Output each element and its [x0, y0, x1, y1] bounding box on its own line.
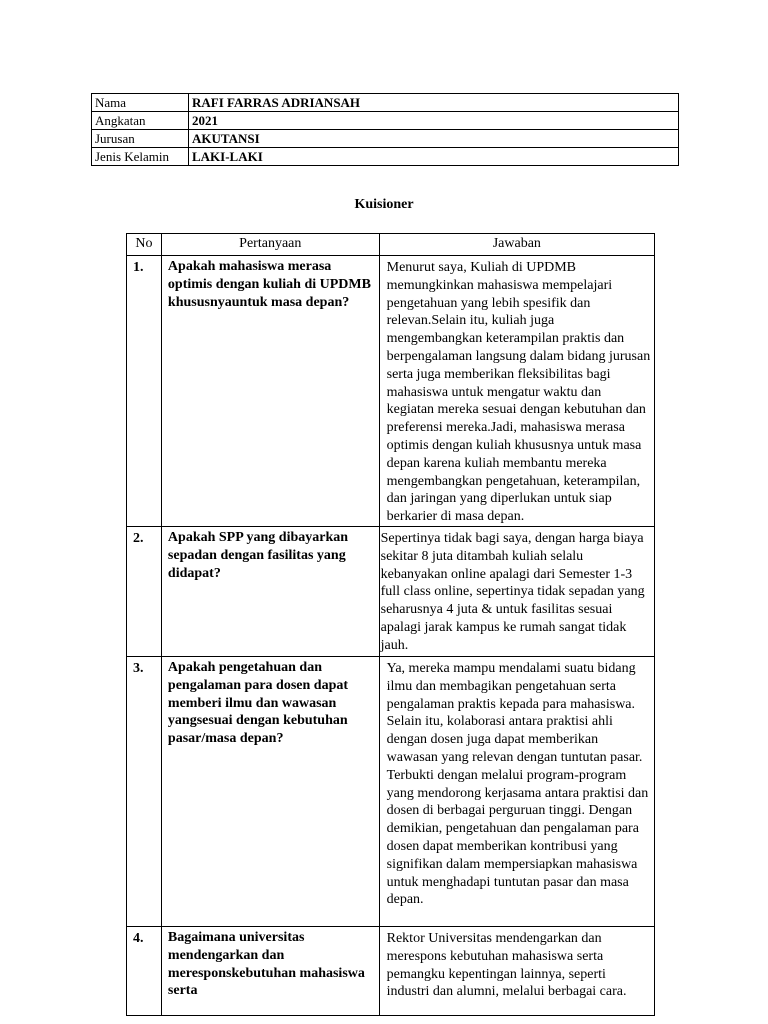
identity-row-angkatan: [92, 112, 679, 130]
identity-label: Nama: [92, 94, 189, 112]
row-number: 4.: [127, 926, 162, 1015]
identity-value: LAKI-LAKI: [189, 148, 679, 166]
identity-row-jenis-kelamin: [92, 148, 679, 166]
identity-table: [91, 93, 679, 166]
header-question: Pertanyaan: [161, 234, 379, 256]
table-row: [127, 256, 655, 527]
row-number: 3.: [127, 656, 162, 926]
questionnaire-table: [126, 233, 655, 1016]
row-answer: Menurut saya, Kuliah di UPDMB memungkinkan mahasiswa mempelajari pengetahuan yang lebih spesifik dan relevan.Selain itu, kuliah juga mengembangkan keterampilan praktis dan berpengalaman langsung dalam bidang jurusan serta juga memberikan fleksibilitas bagi mahasiswa untuk mengatur waktu dan kegiatan mereka sesuai dengan kebutuhan dan preferensi mereka.Jadi, mahasiswa merasa optimis dengan kuliah khususnya untuk masa depan karena kuliah membantu mereka mengembangkan pengetahuan, keterampilan, dan jaringan yang diperlukan untuk siap berkarier di masa depan.: [379, 256, 654, 527]
header-no: No: [127, 234, 162, 256]
row-answer: Rektor Universitas mendengarkan dan merespons kebutuhan mahasiswa serta pemangku kepentingan lainnya, seperti industri dan alumni, melalui berbagai cara.: [379, 926, 654, 1015]
identity-value: 2021: [189, 112, 679, 130]
row-question: Apakah pengetahuan dan pengalaman para dosen dapat memberi ilmu dan wawasan yangsesuai dengan kebutuhan pasar/masa depan?: [161, 656, 379, 926]
table-header: [127, 234, 655, 256]
row-question: Bagaimana universitas mendengarkan dan meresponskebutuhan mahasiswa serta: [161, 926, 379, 1015]
row-question: Apakah SPP yang dibayarkan sepadan dengan fasilitas yang didapat?: [161, 526, 379, 656]
identity-label: Jurusan: [92, 130, 189, 148]
row-number: 1.: [127, 256, 162, 527]
table-row: [127, 656, 655, 926]
identity-label: Angkatan: [92, 112, 189, 130]
identity-label: Jenis Kelamin: [92, 148, 189, 166]
table-row: [127, 526, 655, 656]
identity-row-nama: [92, 94, 679, 112]
identity-row-jurusan: [92, 130, 679, 148]
page-title: Kuisioner: [354, 197, 414, 212]
row-answer: Ya, mereka mampu mendalami suatu bidang ilmu dan membagikan pengetahuan serta pengalaman praktis kepada para mahasiswa. Selain itu, kolaborasi antara praktisi ahli dengan dosen juga dapat memberikan wawasan yang relevan dengan tuntutan pasar. Terbukti dengan melalui program-program yang mendorong kerjasama antara praktisi dan dosen di berbagai perguruan tinggi. Dengan demikian, pengetahuan dan pengalaman para dosen dapat memberikan kontribusi yang signifikan dalam mempersiapkan mahasiswa untuk menghadapi tuntutan pasar dan masa depan.: [379, 656, 654, 926]
identity-value: AKUTANSI: [189, 130, 679, 148]
row-number: 2.: [127, 526, 162, 656]
table-row: [127, 926, 655, 1015]
row-answer: Sepertinya tidak bagi saya, dengan harga biaya sekitar 8 juta ditambah kuliah selalu kebanyakan online apalagi dari Semester 1-3 full class online, sepertinya tidak sepadan yang seharusnya 4 juta & untuk fasilitas sesuai apalagi jarak kampus ke rumah sangat tidak jauh.: [379, 526, 654, 656]
row-question: Apakah mahasiswa merasa optimis dengan kuliah di UPDMB khususnyauntuk masa depan?: [161, 256, 379, 527]
header-answer: Jawaban: [379, 234, 654, 256]
identity-value: RAFI FARRAS ADRIANSAH: [189, 94, 679, 112]
